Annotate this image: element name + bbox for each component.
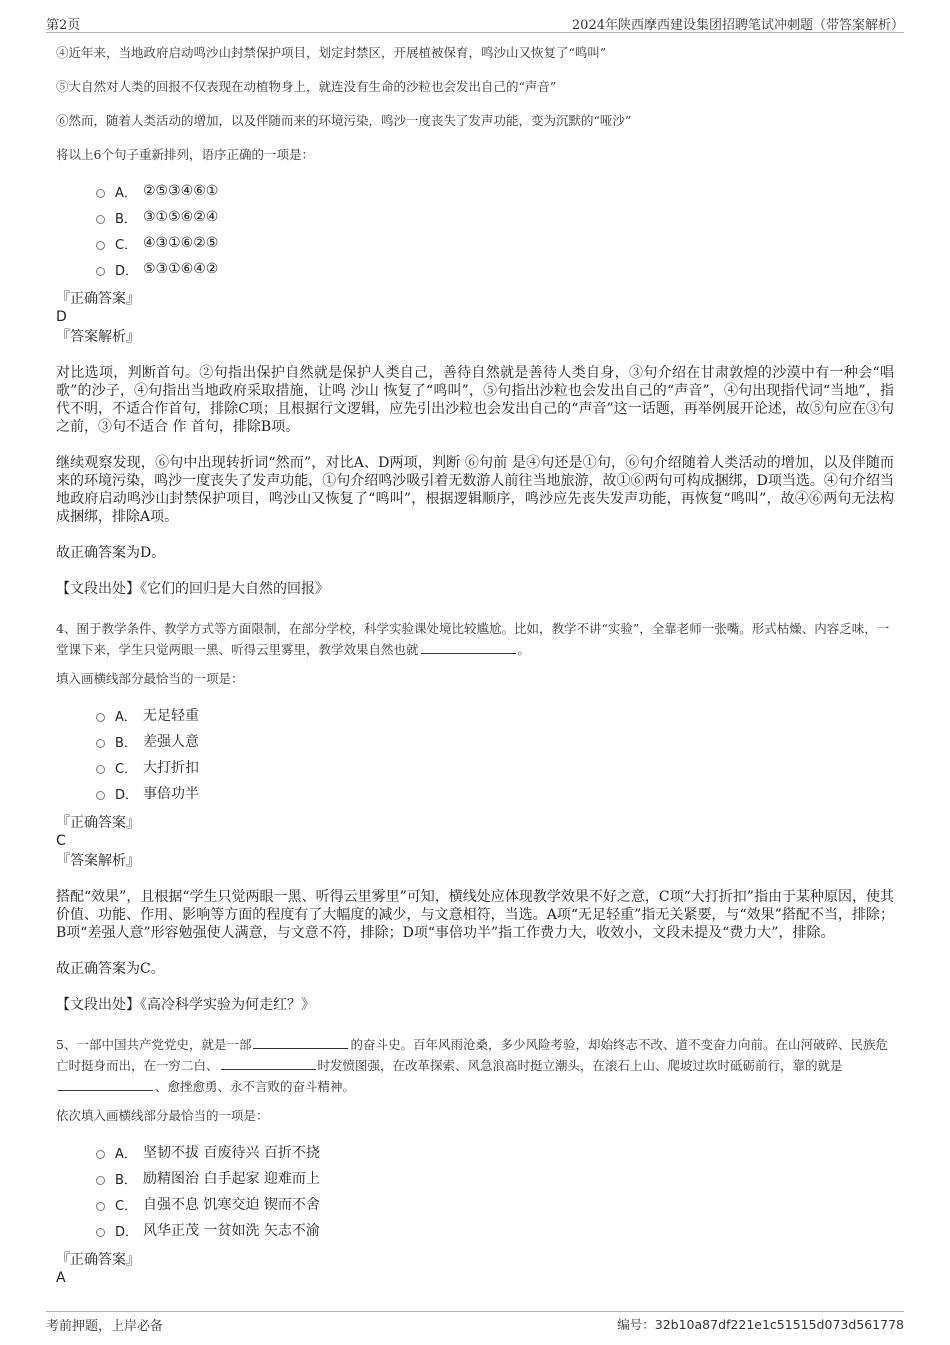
document-body bbox=[56, 44, 894, 1289]
q4-analysis-p1: 搭配“效果”，且根据“学生只觉两眼一黑、听得云里雾里”可知，横线处应体现教学效果不好之意，C项“大打折扣”指由于某种原因，使其价值、功能、作用、影响等方面的程度有了大幅度的减少，与文意相符，当选。A项“无足轻重”指无关紧要，与“效果”搭配不当，排除；B项“差强人意”形容勉强使人满意，与文意不符，排除；D项“事倍功半”指工作费力大，收效小，文段未提及“费力大”，排除。 bbox=[56, 889, 894, 941]
q5-option-b[interactable]: B． 励精图治 白手起家 迎难而上 bbox=[96, 1165, 894, 1191]
q3-analysis-p1: 对比选项，判断首句。②句指出保护自然就是保护人类自己，善待自然就是善待人类自身，③句介绍在甘肃敦煌的沙漠中有一种会“唱歌”的沙子，④句指出当地政府采取措施，让鸣 沙山 恢复了“鸣叫”，⑤句指出沙粒也会发出自己的“声音”，④句出现指代词“当地”，指代不明，不适合作首句，排除C项；且根据行文逻辑，应先引出沙粒也会发出自己的“声音”这一话题，再举例展开论述，故⑤句应在③句之前，③句不适合 作 首句，排除B项。 bbox=[56, 365, 894, 435]
sentence-6: ⑥然而，随着人类活动的增加，以及伴随而来的环境污染，鸣沙一度丧失了发声功能，变为沉默的“哑沙” bbox=[56, 113, 632, 128]
radio-icon[interactable] bbox=[96, 1228, 105, 1237]
sentence-5: ⑤大自然对人类的回报不仅表现在动植物身上，就连没有生命的沙粒也会发出自己的“声音” bbox=[56, 79, 557, 94]
q3-option-c[interactable]: C． ④③①⑥②⑤ bbox=[96, 230, 894, 256]
q4-analysis-label: 『答案解析』 bbox=[56, 853, 140, 869]
page-footer bbox=[46, 1311, 904, 1334]
q4-answer-label: 『正确答案』 bbox=[56, 815, 140, 831]
q3-analysis-label: 『答案解析』 bbox=[56, 329, 140, 345]
q4-options bbox=[96, 702, 894, 806]
radio-icon[interactable] bbox=[96, 765, 105, 774]
radio-icon[interactable] bbox=[96, 713, 105, 722]
radio-icon[interactable] bbox=[96, 1150, 105, 1159]
q4-option-d[interactable]: D． 事倍功半 bbox=[96, 780, 894, 806]
radio-icon[interactable] bbox=[96, 267, 105, 276]
q4-option-a[interactable]: A． 无足轻重 bbox=[96, 702, 894, 728]
q5-prompt: 依次填入画横线部分最恰当的一项是： bbox=[56, 1108, 269, 1123]
q4-answer: C bbox=[56, 833, 66, 849]
page-number: 第2页 bbox=[46, 18, 81, 33]
q3-option-b[interactable]: B． ③①⑤⑥②④ bbox=[96, 204, 894, 230]
q4-source: 【文段出处】《高冷科学实验为何走红？》 bbox=[56, 997, 315, 1013]
radio-icon[interactable] bbox=[96, 189, 105, 198]
fill-blank bbox=[253, 1036, 348, 1049]
q5-option-c[interactable]: C． 自强不息 饥寒交迫 锲而不舍 bbox=[96, 1191, 894, 1217]
q5-answer: A bbox=[56, 1270, 66, 1286]
q3-analysis-p2: 继续观察发现，⑥句中出现转折词“然而”，对比A、D两项，判断 ⑥句前 是④句还是①句，⑥句介绍随着人类活动的增加，以及伴随而来的环境污染，鸣沙一度丧失了发声功能，①句介绍鸣沙吸引着无数游人前往当地旅游，故①⑥两句可构成捆绑，D项当选。④句介绍当地政府启动鸣沙山封禁保护项目，鸣沙山又恢复了“鸣叫”，根据逻辑顺序，鸣沙应先丧失发声功能，再恢复“鸣叫”，故④⑥两句无法构成捆绑，排除A项。 bbox=[56, 455, 894, 525]
q3-option-a[interactable]: A． ②⑤③④⑥① bbox=[96, 178, 894, 204]
fill-blank bbox=[58, 1078, 153, 1091]
q5-answer-label: 『正确答案』 bbox=[56, 1252, 140, 1268]
footer-slogan: 考前押题，上岸必备 bbox=[46, 1319, 164, 1334]
q5-option-a[interactable]: A． 坚韧不拔 百废待兴 百折不挠 bbox=[96, 1139, 894, 1165]
q4-prompt: 填入画横线部分最恰当的一项是： bbox=[56, 671, 244, 686]
q5-options bbox=[96, 1139, 894, 1243]
q3-prompt: 将以上6个句子重新排列，语序正确的一项是： bbox=[56, 147, 314, 162]
q3-option-d[interactable]: D． ⑤③①⑥④② bbox=[96, 256, 894, 282]
q3-answer: D bbox=[56, 309, 67, 325]
fill-blank bbox=[421, 641, 516, 654]
radio-icon[interactable] bbox=[96, 791, 105, 800]
document-id: 编号：32b10a87df221e1c51515d073d561778 bbox=[617, 1317, 904, 1332]
q5-option-d[interactable]: D． 风华正茂 一贫如洗 矢志不渝 bbox=[96, 1217, 894, 1243]
q4-stem: 4、囿于教学条件、教学方式等方面限制，在部分学校，科学实验课处境比较尴尬。比如，教学不讲“实验”，全靠老师一张嘴。形式枯燥、内容乏味，一堂课下来，学生只觉两眼一黑、听得云里雾里，教学效果自然也就 。 bbox=[56, 621, 890, 657]
radio-icon[interactable] bbox=[96, 1176, 105, 1185]
q3-source: 【文段出处】《它们的回归是大自然的回报》 bbox=[56, 581, 329, 597]
q4-analysis-p2: 故正确答案为C。 bbox=[56, 961, 165, 977]
fill-blank bbox=[221, 1057, 316, 1070]
q4-option-b[interactable]: B． 差强人意 bbox=[96, 728, 894, 754]
document-title: 2024年陕西摩西建设集团招聘笔试冲刺题（带答案解析） bbox=[571, 18, 904, 33]
q5-stem: 5、一部中国共产党党史，就是一部 的奋斗史。百年风雨沧桑，多少风险考验，却始终志不改、道不变奋力向前。在山河破碎、民族危亡时挺身而出，在一穷二白、 时发愤图强，在改革探索、风急浪高时挺立潮头，在滚石上山、爬坡过坎时砥砺前行，靠的就是、愈挫愈勇、永不言败的奋斗精神。 bbox=[56, 1037, 888, 1094]
radio-icon[interactable] bbox=[96, 739, 105, 748]
q3-answer-label: 『正确答案』 bbox=[56, 291, 140, 307]
q3-options bbox=[96, 178, 894, 282]
radio-icon[interactable] bbox=[96, 215, 105, 224]
sentence-4: ④近年来，当地政府启动鸣沙山封禁保护项目，划定封禁区，开展植被保育，鸣沙山又恢复了“鸣叫” bbox=[56, 45, 607, 60]
radio-icon[interactable] bbox=[96, 1202, 105, 1211]
radio-icon[interactable] bbox=[96, 241, 105, 250]
q3-analysis-p3: 故正确答案为D。 bbox=[56, 545, 166, 561]
page-header bbox=[46, 12, 904, 33]
q4-option-c[interactable]: C． 大打折扣 bbox=[96, 754, 894, 780]
